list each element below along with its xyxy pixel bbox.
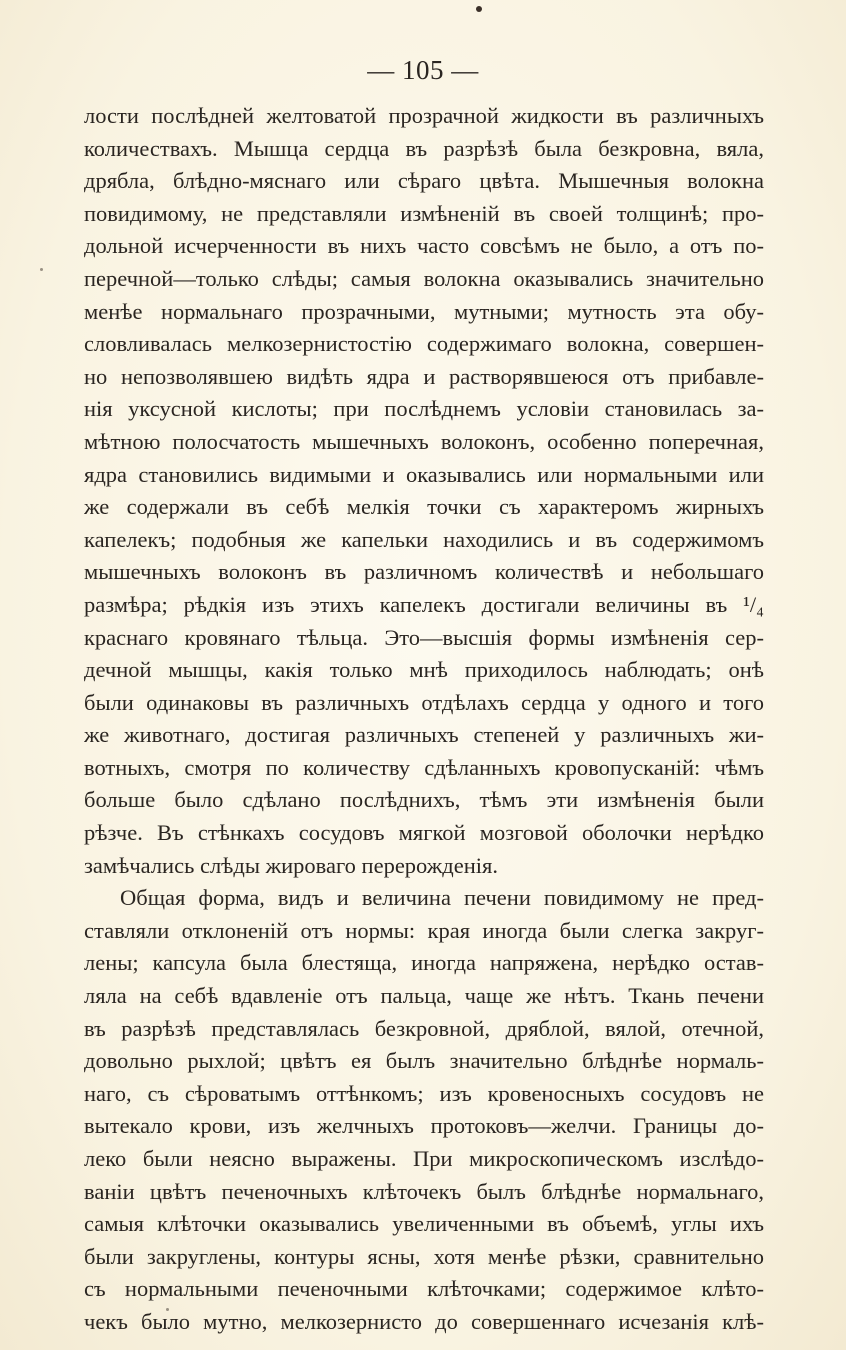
paragraph-end-line: замѣчались слѣды жироваго перерожденія.: [84, 852, 498, 878]
text-line: чекъ было мутно, мелкозернисто до совершеннаго исчезанія клѣ-: [84, 1308, 764, 1334]
text-line: наго, съ сѣроватымъ оттѣнкомъ; изъ кровеносныхъ сосудовъ не: [84, 1080, 764, 1106]
text-line: нія уксусной кислоты; при послѣднемъ условіи становилась за-: [84, 396, 764, 422]
text-line: мышечныхъ волоконъ въ различномъ количествѣ и небольшаго: [84, 559, 764, 585]
paragraph-start-line: Общая форма, видъ и величина печени повидимому не пред-: [120, 885, 764, 911]
text-line: ляла на себѣ вдавленіе отъ пальца, чаще же нѣтъ. Ткань печени: [84, 983, 764, 1009]
ink-speck-top: [476, 6, 482, 12]
text-line: вотныхъ, смотря по количеству сдѣланныхъ кровопусканій: чѣмъ: [84, 754, 764, 780]
text-line: размѣра; рѣдкія изъ этихъ капелекъ достигали величины въ ¹/₄: [84, 591, 764, 617]
text-line: ваніи цвѣтъ печеночныхъ клѣточекъ былъ блѣднѣе нормальнаго,: [84, 1178, 764, 1204]
text-line: краснаго кровянаго тѣльца. Это—высшія формы измѣненія сер-: [84, 624, 764, 650]
text-line: лости послѣдней желтоватой прозрачной жидкости въ различныхъ: [84, 103, 764, 128]
text-line: менѣе нормальнаго прозрачными, мутными; мутность эта обу-: [84, 298, 764, 324]
text-line: повидимому, не представляли измѣненій въ своей толщинѣ; про-: [84, 200, 764, 226]
text-line: дольной исчерченности въ нихъ часто совсѣмъ не было, а отъ по-: [84, 233, 764, 259]
text-line: мѣтною полосчатость мышечныхъ волоконъ, особенно поперечная,: [84, 428, 764, 454]
text-line: ядра становились видимыми и оказывались или нормальными или: [84, 461, 764, 487]
text-line: капелекъ; подобныя же капельки находились и въ содержимомъ: [84, 526, 764, 552]
text-line: словливалась мелкозернистостію содержимаго волокна, совершен-: [84, 331, 764, 357]
text-line: въ разрѣзѣ представлялась безкровной, дряблой, вялой, отечной,: [84, 1015, 764, 1041]
text-line: были закруглены, контуры ясны, хотя менѣе рѣзки, сравнительно: [84, 1243, 764, 1269]
text-line: самыя клѣточки оказывались увеличенными въ объемѣ, углы ихъ: [84, 1211, 764, 1237]
text-line: количествахъ. Мышца сердца въ разрѣзѣ была безкровна, вяла,: [84, 135, 764, 161]
text-line: дрябла, блѣдно-мяснаго или сѣраго цвѣта. Мышечныя волокна: [84, 168, 764, 194]
text-line: вытекало крови, изъ желчныхъ протоковъ—желчи. Границы до-: [84, 1113, 764, 1139]
body-text: [84, 100, 764, 1339]
ink-speck-left: [40, 268, 43, 271]
text-line: же содержали въ себѣ мелкія точки съ характеромъ жирныхъ: [84, 494, 764, 520]
page-number: — 105 —: [367, 55, 479, 85]
text-line: леко были неясно выражены. При микроскопическомъ изслѣдо-: [84, 1146, 764, 1171]
text-line: рѣзче. Въ стѣнкахъ сосудовъ мягкой мозговой оболочки нерѣдко: [84, 820, 764, 846]
text-line: съ нормальными печеночными клѣточками; содержимое клѣто-: [84, 1276, 764, 1302]
text-line: но непозволявшею видѣть ядра и растворявшеюся отъ прибавле-: [84, 363, 764, 389]
text-line: лены; капсула была блестяща, иногда напряжена, нерѣдко остав-: [84, 950, 764, 976]
text-line: были одинаковы въ различныхъ отдѣлахъ сердца у одного и того: [84, 689, 764, 715]
text-line: больше было сдѣлано послѣднихъ, тѣмъ эти измѣненія были: [84, 787, 764, 813]
text-line: ставляли отклоненій отъ нормы: края иногда были слегка закруг-: [84, 917, 764, 943]
text-line: перечной—только слѣды; самыя волокна оказывались значительно: [84, 265, 764, 291]
text-line: же животнаго, достигая различныхъ степеней у различныхъ жи-: [84, 722, 764, 748]
text-line: довольно рыхлой; цвѣтъ ея былъ значительно блѣднѣе нормаль-: [84, 1048, 764, 1074]
text-line: дечной мышцы, какія только мнѣ приходилось наблюдать; онѣ: [84, 657, 764, 683]
